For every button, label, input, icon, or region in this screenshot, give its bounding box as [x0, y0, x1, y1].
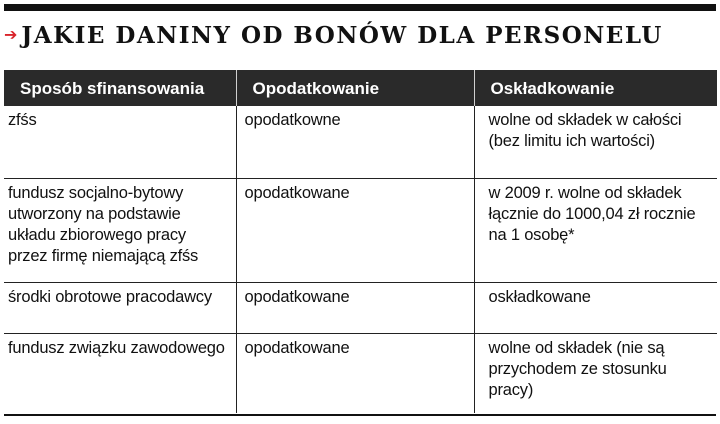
- cell-source: środki obrotowe pracodawcy: [4, 282, 236, 333]
- heading: [4, 18, 663, 52]
- cell-contributions: wolne od składek w całości (bez limitu ich wartości): [474, 106, 717, 178]
- cell-tax: opodatkowane: [236, 333, 474, 413]
- table-row: [4, 282, 717, 333]
- arrow-right-icon: ➔: [4, 25, 18, 44]
- column-header-contributions: Oskładkowanie: [474, 70, 717, 106]
- contributions-table: [4, 70, 717, 413]
- cell-source: fundusz związku zawodowego: [8, 338, 225, 357]
- bottom-rule: [4, 414, 716, 416]
- table-row: [4, 106, 717, 178]
- page-title: JAKIE DANINY OD BONÓW DLA PERSONELU: [21, 21, 663, 49]
- table-row: [4, 333, 717, 413]
- cell-tax: opodatkowne: [236, 106, 474, 178]
- top-rule: [4, 4, 716, 11]
- cell-source: zfśs: [4, 106, 236, 178]
- cell-contributions: wolne od składek (nie są przychodem ze stosunku pracy): [474, 333, 717, 413]
- cell-contributions: w 2009 r. wolne od składek łącznie do 1000,04 zł rocznie na 1 osobę*: [474, 178, 717, 282]
- cell-tax: opodatkowane: [236, 282, 474, 333]
- cell-contributions: oskładkowane: [474, 282, 717, 333]
- column-header-source: Sposób sfinansowania: [4, 70, 236, 106]
- cell-tax: opodatkowane: [236, 178, 474, 282]
- table-header-row: [4, 70, 717, 106]
- column-header-tax: Opodatkowanie: [236, 70, 474, 106]
- table-row: [4, 178, 717, 282]
- cell-source: fundusz socjalno-bytowy utworzony na podstawie układu zbiorowego pracy przez firmę niemającą zfśs: [4, 178, 236, 282]
